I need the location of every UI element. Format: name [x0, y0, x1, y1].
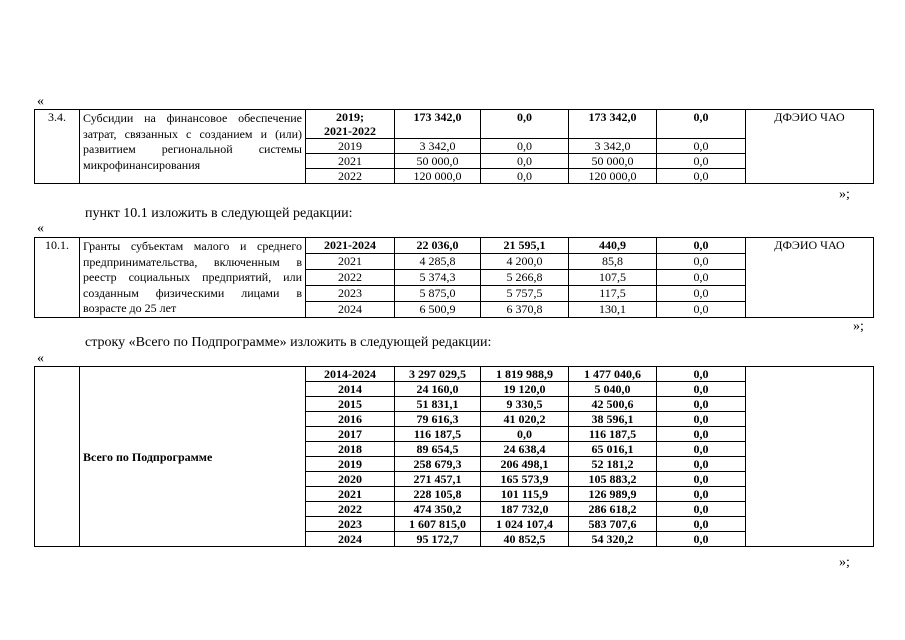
year-cell: 2019 — [306, 139, 395, 154]
federal-cell: 165 573,9 — [481, 472, 569, 487]
federal-cell: 1 024 107,4 — [481, 517, 569, 532]
total-cell: 6 500,9 — [395, 301, 481, 317]
regional-cell: 117,5 — [569, 285, 657, 301]
federal-cell: 1 819 988,9 — [481, 367, 569, 382]
closing-quote: »; — [853, 319, 864, 334]
year-cell: 2019; 2021-2022 — [306, 110, 395, 139]
regional-cell: 126 989,9 — [569, 487, 657, 502]
year-cell: 2014 — [306, 382, 395, 397]
year-cell: 2019 — [306, 457, 395, 472]
total-cell: 51 831,1 — [395, 397, 481, 412]
executor-cell: ДФЭИО ЧАО — [746, 110, 874, 184]
table-row — [35, 367, 874, 382]
year-cell: 2021 — [306, 154, 395, 169]
other-cell: 0,0 — [657, 412, 746, 427]
federal-cell: 5 757,5 — [481, 285, 569, 301]
federal-cell: 0,0 — [481, 427, 569, 442]
other-cell: 0,0 — [657, 139, 746, 154]
federal-cell: 187 732,0 — [481, 502, 569, 517]
row-description — [80, 238, 306, 318]
other-cell: 0,0 — [657, 442, 746, 457]
regional-cell: 54 320,2 — [569, 532, 657, 547]
federal-cell: 41 020,2 — [481, 412, 569, 427]
other-cell: 0,0 — [657, 154, 746, 169]
description-line: возрасте до 25 лет — [83, 301, 177, 315]
federal-cell: 101 115,9 — [481, 487, 569, 502]
regional-cell: 5 040,0 — [569, 382, 657, 397]
regional-cell: 1 477 040,6 — [569, 367, 657, 382]
total-cell: 258 679,3 — [395, 457, 481, 472]
total-label: Всего по Подпрограмме — [80, 367, 306, 547]
regional-cell: 440,9 — [569, 238, 657, 254]
table-row — [35, 238, 874, 254]
description-line: затрат, связанных с созданием и (или) — [83, 126, 302, 141]
federal-cell: 24 638,4 — [481, 442, 569, 457]
other-cell: 0,0 — [657, 472, 746, 487]
opening-quote: « — [37, 351, 44, 366]
total-cell: 120 000,0 — [395, 169, 481, 184]
year-cell: 2017 — [306, 427, 395, 442]
other-cell: 0,0 — [657, 502, 746, 517]
other-cell: 0,0 — [657, 301, 746, 317]
total-cell: 3 342,0 — [395, 139, 481, 154]
federal-cell: 0,0 — [481, 110, 569, 139]
year-cell: 2022 — [306, 169, 395, 184]
federal-cell: 206 498,1 — [481, 457, 569, 472]
total-cell: 1 607 815,0 — [395, 517, 481, 532]
total-cell: 89 654,5 — [395, 442, 481, 457]
total-cell: 474 350,2 — [395, 502, 481, 517]
regional-cell: 50 000,0 — [569, 154, 657, 169]
total-cell: 24 160,0 — [395, 382, 481, 397]
description-line: микрофинансирования — [83, 157, 201, 172]
regional-cell: 583 707,6 — [569, 517, 657, 532]
other-cell: 0,0 — [657, 457, 746, 472]
empty-cell — [35, 367, 80, 547]
federal-cell: 0,0 — [481, 139, 569, 154]
closing-quote: »; — [839, 555, 850, 570]
row-number: 10.1. — [35, 238, 80, 318]
other-cell: 0,0 — [657, 367, 746, 382]
year-cell: 2023 — [306, 285, 395, 301]
total-cell: 173 342,0 — [395, 110, 481, 139]
total-table — [34, 366, 874, 547]
description-line: реестр социальных предприятий, или — [83, 270, 302, 284]
year-cell: 2021 — [306, 253, 395, 269]
year-cell: 2022 — [306, 269, 395, 285]
total-cell: 22 036,0 — [395, 238, 481, 254]
row-number: 3.4. — [35, 110, 80, 184]
total-cell: 50 000,0 — [395, 154, 481, 169]
executor-cell: ДФЭИО ЧАО — [746, 238, 874, 318]
regional-cell: 52 181,2 — [569, 457, 657, 472]
total-cell: 116 187,5 — [395, 427, 481, 442]
federal-cell: 0,0 — [481, 154, 569, 169]
regional-cell: 173 342,0 — [569, 110, 657, 139]
table-row — [35, 110, 874, 139]
regional-cell: 105 883,2 — [569, 472, 657, 487]
regional-cell: 42 500,6 — [569, 397, 657, 412]
year-cell: 2021-2024 — [306, 238, 395, 254]
other-cell: 0,0 — [657, 397, 746, 412]
year-cell: 2022 — [306, 502, 395, 517]
other-cell: 0,0 — [657, 253, 746, 269]
federal-cell: 6 370,8 — [481, 301, 569, 317]
federal-cell: 21 595,1 — [481, 238, 569, 254]
year-cell: 2024 — [306, 532, 395, 547]
subsidy-table — [34, 109, 874, 184]
row-description — [80, 110, 306, 184]
federal-cell: 19 120,0 — [481, 382, 569, 397]
description-line: предпринимательства, включенным в — [83, 254, 302, 269]
regional-cell: 38 596,1 — [569, 412, 657, 427]
regional-cell: 107,5 — [569, 269, 657, 285]
regional-cell: 116 187,5 — [569, 427, 657, 442]
year-cell: 2018 — [306, 442, 395, 457]
other-cell: 0,0 — [657, 285, 746, 301]
grants-table — [34, 237, 874, 318]
total-cell: 5 374,3 — [395, 269, 481, 285]
other-cell: 0,0 — [657, 238, 746, 254]
empty-cell — [746, 367, 874, 547]
federal-cell: 40 852,5 — [481, 532, 569, 547]
paragraph-10-1: пункт 10.1 изложить в следующей редакции: — [85, 206, 353, 221]
year-cell: 2021 — [306, 487, 395, 502]
other-cell: 0,0 — [657, 269, 746, 285]
other-cell: 0,0 — [657, 110, 746, 139]
other-cell: 0,0 — [657, 517, 746, 532]
other-cell: 0,0 — [657, 532, 746, 547]
closing-quote: »; — [839, 187, 850, 202]
total-cell: 3 297 029,5 — [395, 367, 481, 382]
total-cell: 95 172,7 — [395, 532, 481, 547]
year-cell: 2015 — [306, 397, 395, 412]
regional-cell: 286 618,2 — [569, 502, 657, 517]
year-cell: 2020 — [306, 472, 395, 487]
total-cell: 271 457,1 — [395, 472, 481, 487]
regional-cell: 85,8 — [569, 253, 657, 269]
total-cell: 5 875,0 — [395, 285, 481, 301]
description-line: развитием региональной системы — [83, 142, 302, 156]
year-cell: 2023 — [306, 517, 395, 532]
total-cell: 79 616,3 — [395, 412, 481, 427]
federal-cell: 5 266,8 — [481, 269, 569, 285]
federal-cell: 0,0 — [481, 169, 569, 184]
paragraph-total: строку «Всего по Подпрограмме» изложить в следующей редакции: — [85, 335, 492, 350]
description-line: Гранты субъектам малого и среднего — [83, 239, 302, 253]
federal-cell: 4 200,0 — [481, 253, 569, 269]
regional-cell: 65 016,1 — [569, 442, 657, 457]
opening-quote: « — [37, 94, 44, 109]
other-cell: 0,0 — [657, 382, 746, 397]
year-cell: 2016 — [306, 412, 395, 427]
year-cell: 2024 — [306, 301, 395, 317]
total-cell: 4 285,8 — [395, 253, 481, 269]
year-cell: 2014-2024 — [306, 367, 395, 382]
description-line: Субсидии на финансовое обеспечение — [83, 111, 302, 125]
regional-cell: 130,1 — [569, 301, 657, 317]
opening-quote: « — [37, 221, 44, 236]
other-cell: 0,0 — [657, 427, 746, 442]
other-cell: 0,0 — [657, 169, 746, 184]
federal-cell: 9 330,5 — [481, 397, 569, 412]
regional-cell: 3 342,0 — [569, 139, 657, 154]
other-cell: 0,0 — [657, 487, 746, 502]
regional-cell: 120 000,0 — [569, 169, 657, 184]
total-cell: 228 105,8 — [395, 487, 481, 502]
description-line: созданным физическими лицами в — [83, 285, 302, 300]
